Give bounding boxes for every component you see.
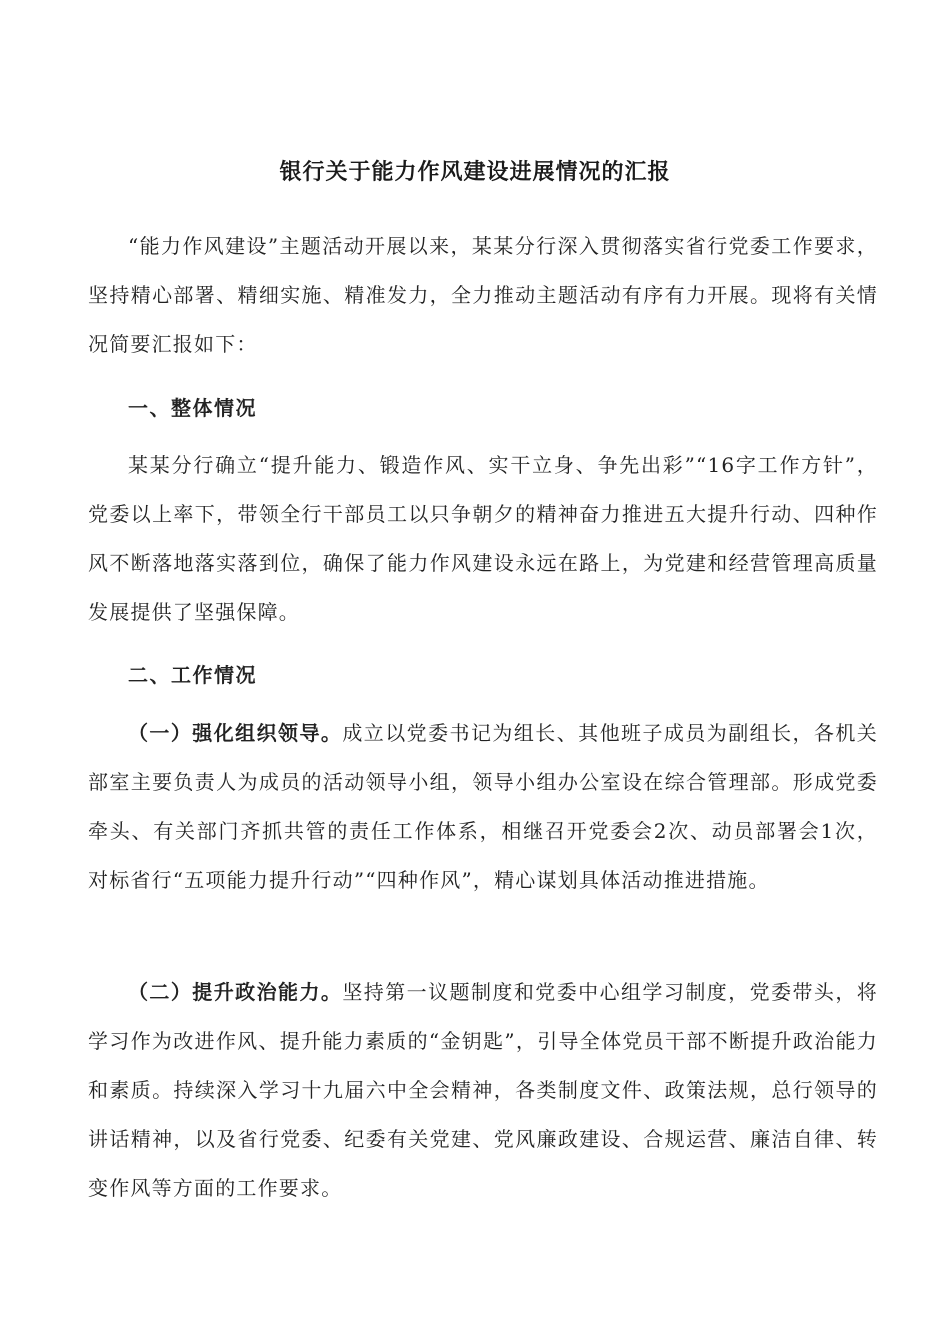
section-heading-overall: 一、整体情况 — [128, 396, 257, 420]
work-item-body: 坚持第一议题制度和党委中心组学习制度，党委带头，将学习作为改进作风、提升能力素质的“金钥匙”，引导全体党员干部不断提升政治能力和素质。持续深入学习十九届六中全会精神，各类制度文件、政策法规，总行领导的讲话精神，以及省行党委、纪委有关党建、党风廉政建设、合规运营、廉洁自律、转变作风等方面的工作要求。 — [88, 980, 879, 1200]
work-item-organization — [88, 709, 878, 905]
document-title: 银行关于能力作风建设进展情况的汇报 — [279, 159, 671, 185]
work-item-lead: （二）提升政治能力。 — [128, 980, 343, 1004]
work-item-body: 成立以党委书记为组长、其他班子成员为副组长，各机关部室主要负责人为成员的活动领导小组，领导小组办公室设在综合管理部。形成党委牵头、有关部门齐抓共管的责任工作体系，相继召开党委会2次、动员部署会1次，对标省行“五项能力提升行动”“四种作风”，精心谋划具体活动推进措施。 — [88, 721, 879, 892]
work-item-lead: （一）强化组织领导。 — [128, 721, 343, 745]
section-heading-work: 二、工作情况 — [128, 663, 257, 687]
work-item-political — [88, 968, 878, 1213]
intro-paragraph: “能力作风建设”主题活动开展以来，某某分行深入贯彻落实省行党委工作要求，坚持精心部署、精细实施、精准发力，全力推动主题活动有序有力开展。现将有关情况简要汇报如下： — [88, 234, 878, 356]
overall-paragraph: 某某分行确立“提升能力、锻造作风、实干立身、争先出彩”“16字工作方针”，党委以上率下，带领全行干部员工以只争朝夕的精神奋力推进五大提升行动、四种作风不断落地落实落到位，确保了能力作风建设永远在路上，为党建和经营管理高质量发展提供了坚强保障。 — [88, 453, 878, 624]
